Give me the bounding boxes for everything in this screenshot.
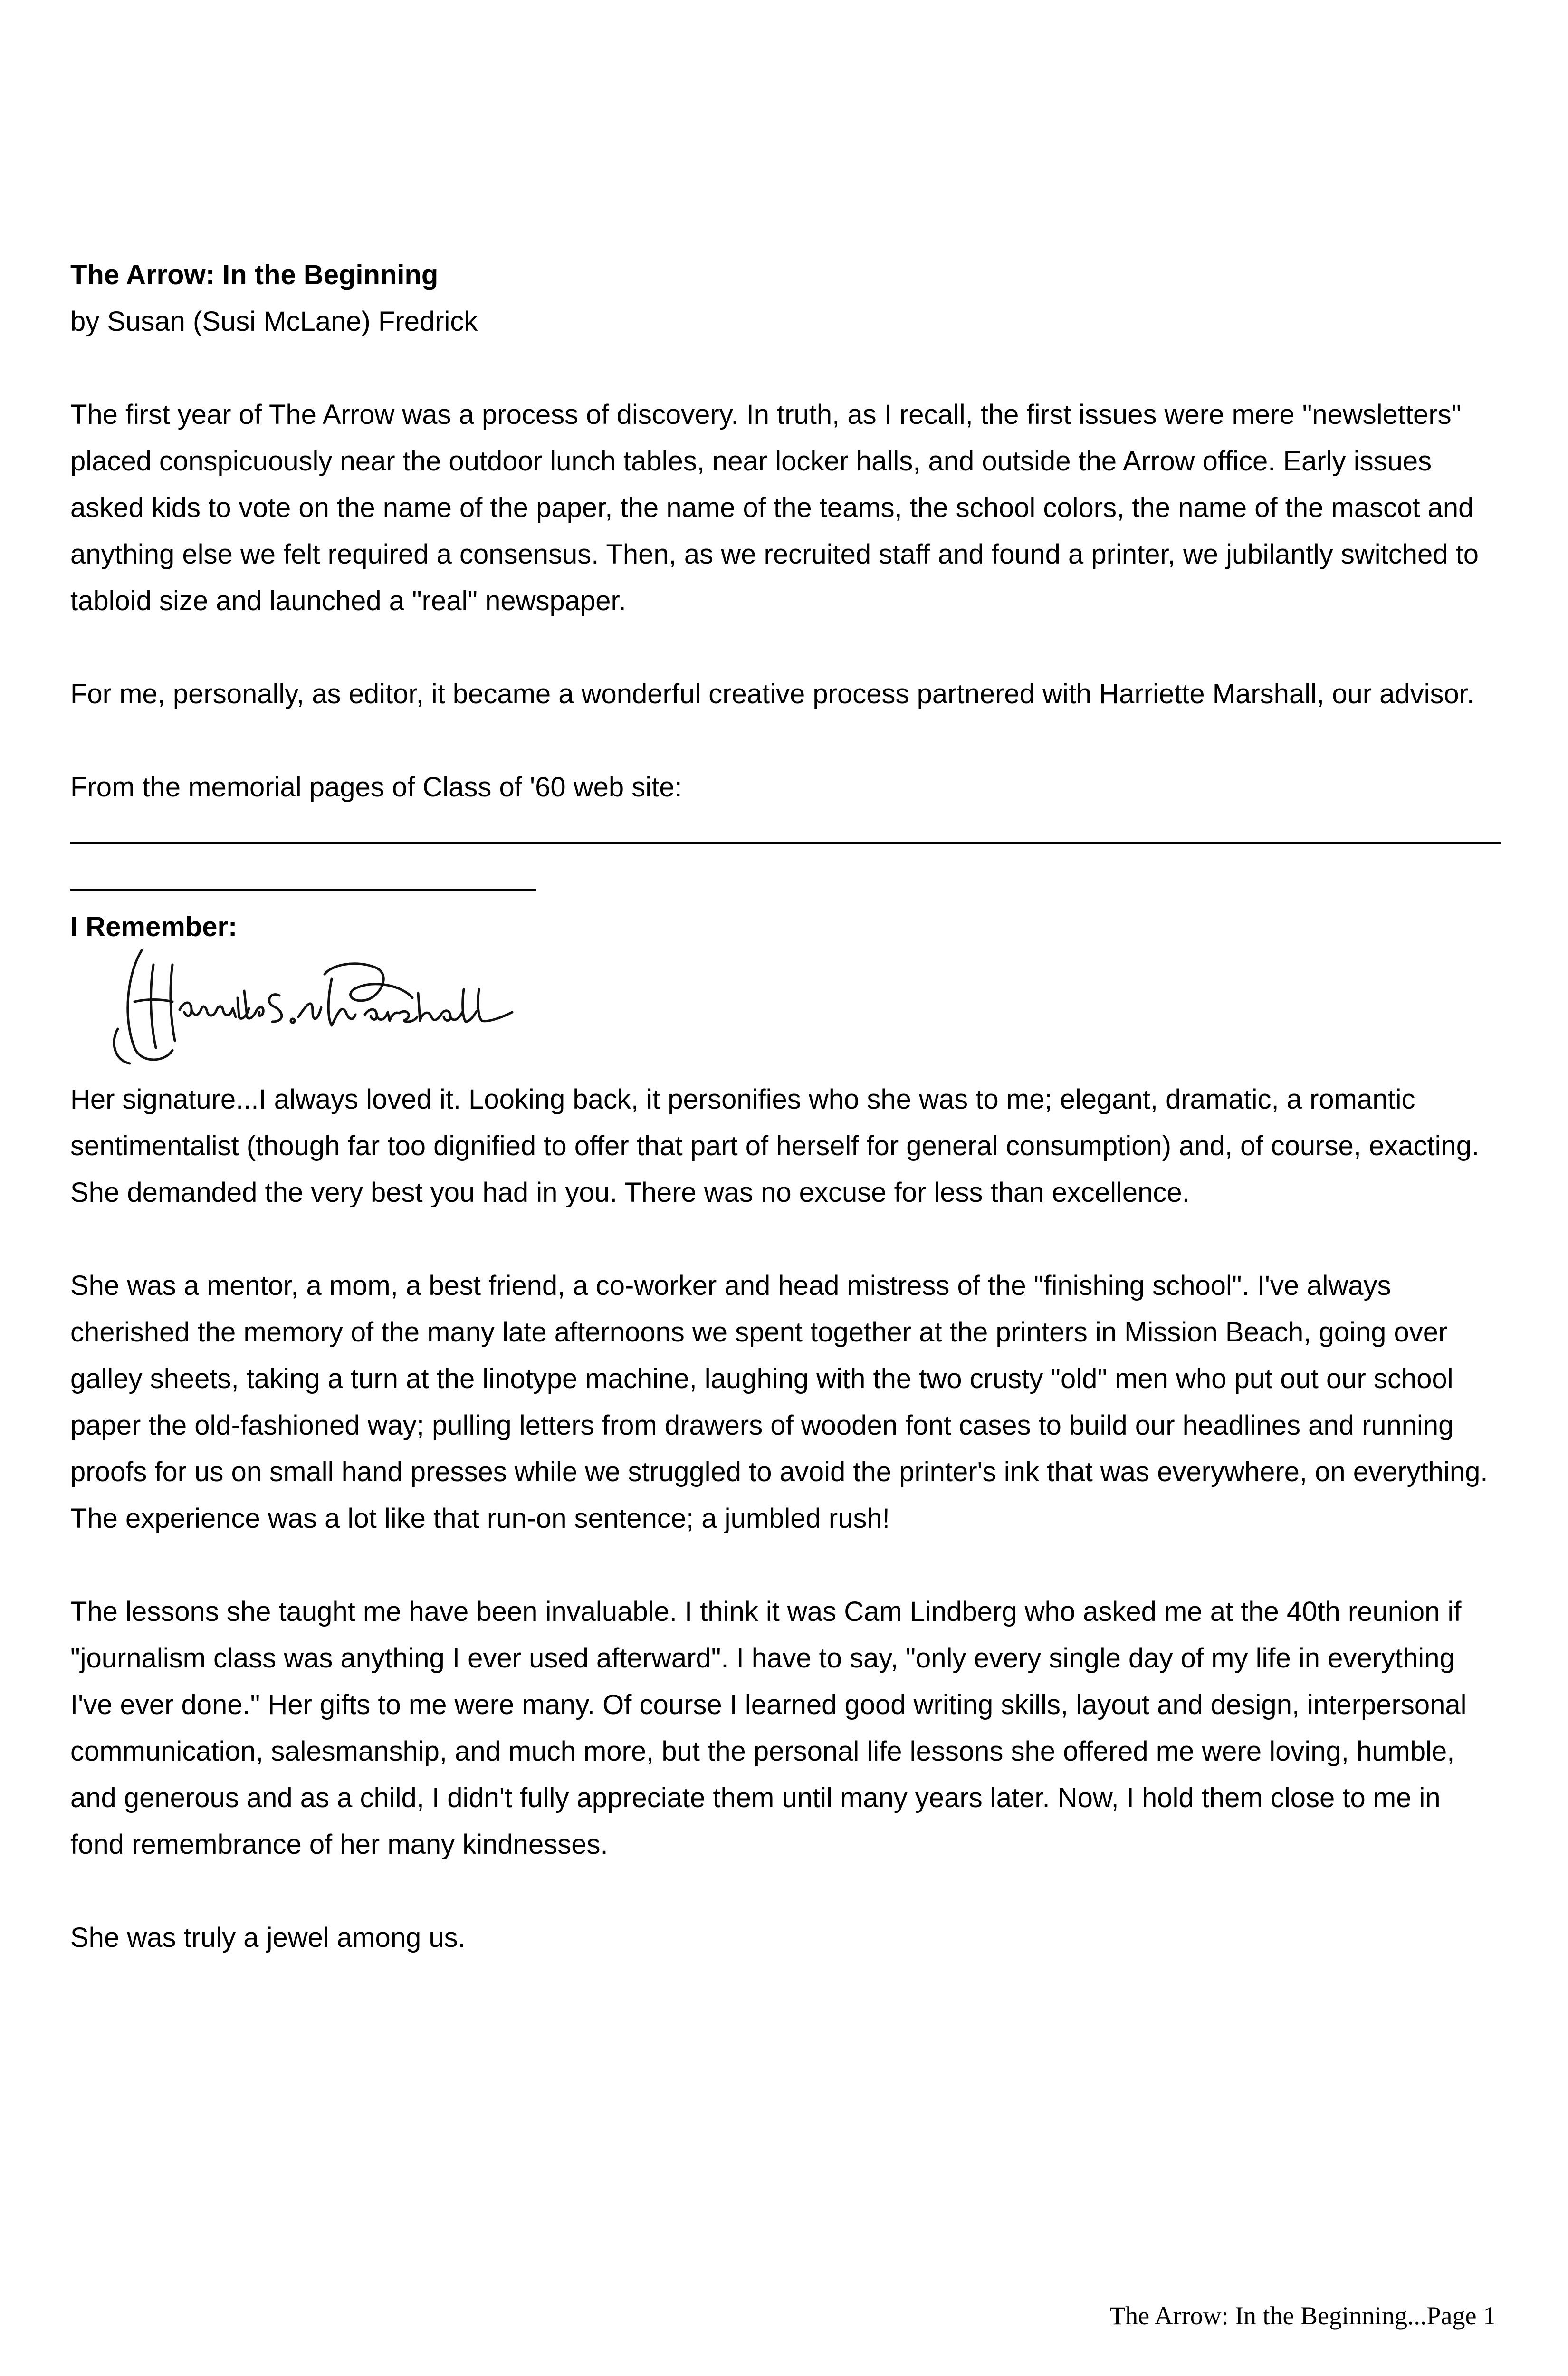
memorial-paragraph-4: She was truly a jewel among us. [70, 1922, 466, 1953]
memorial-paragraph-3: The lessons she taught me have been invaluable. I think it was Cam Lindberg who asked me at the 40th reunion if "journalism class was anything I ever used afterward". I have to say, "only every single day of my life in everything I've ever done." Her gifts to me were many. Of course I learned good writing skills, layout and design, interpersonal communication, salesmanship, and much more, but the personal life lessons she offered me were loving, humble, and generous and as a child, I didn't fully appreciate them until many years later. Now, I hold them close to me in fond remembrance of her many kindnesses. [70, 1596, 1467, 1860]
remember-heading: I Remember: [70, 911, 238, 942]
spacer [70, 1216, 1501, 1263]
signature-image [70, 950, 1501, 1076]
spacer [70, 624, 1501, 671]
spacer [70, 1542, 1501, 1589]
memorial-paragraph-2: She was a mentor, a mom, a best friend, a co-worker and head mistress of the "finishing school". I've always cherished the memory of the many late afternoons we spent together at the printers in Mission Beach, going over galley sheets, taking a turn at the linotype machine, laughing with the two crusty "old" men who put out our school paper the old-fashioned way; pulling letters from drawers of wooden font cases to build our headlines and running proofs for us on small hand presses while we struggled to avoid the printer's ink that was everywhere, on everything. The experience was a lot like that run-on sentence; a jumbled rush! [70, 1270, 1488, 1534]
separator-line-short [70, 857, 1501, 904]
intro-paragraph-1: The first year of The Arrow was a process of discovery. In truth, as I recall, the first issues were mere "newsletters" placed conspicuously near the outdoor lunch tables, near locker halls, and outside the Arrow office. Early issues asked kids to vote on the name of the paper, the name of the teams, the school colors, the name of the mascot and anything else we felt required a consensus. Then, as we recruited staff and found a printer, we jubilantly switched to tabloid size and launched a "real" newspaper. [70, 399, 1479, 616]
document-title: The Arrow: In the Beginning [70, 259, 439, 290]
memorial-paragraph-1: Her signature...I always loved it. Looking back, it personifies who she was to me; elegant, dramatic, a romantic sentimentalist (though far too dignified to offer that part of herself for general consumption) and, of course, exacting. She demanded the very best you had in you. There was no excuse for less than excellence. [70, 1084, 1480, 1208]
page-footer: The Arrow: In the Beginning...Page 1 [1109, 2301, 1496, 2330]
document-body [70, 252, 1501, 1961]
intro-paragraph-3: From the memorial pages of Class of '60 web site: [70, 772, 682, 803]
separator-line [70, 811, 1501, 857]
signature-icon [108, 946, 517, 1069]
byline: by Susan (Susi McLane) Fredrick [70, 306, 478, 337]
spacer [70, 718, 1501, 764]
spacer [70, 1868, 1501, 1915]
intro-paragraph-2: For me, personally, as editor, it became a wonderful creative process partnered with Harriette Marshall, our advisor. [70, 679, 1475, 709]
spacer [70, 345, 1501, 392]
